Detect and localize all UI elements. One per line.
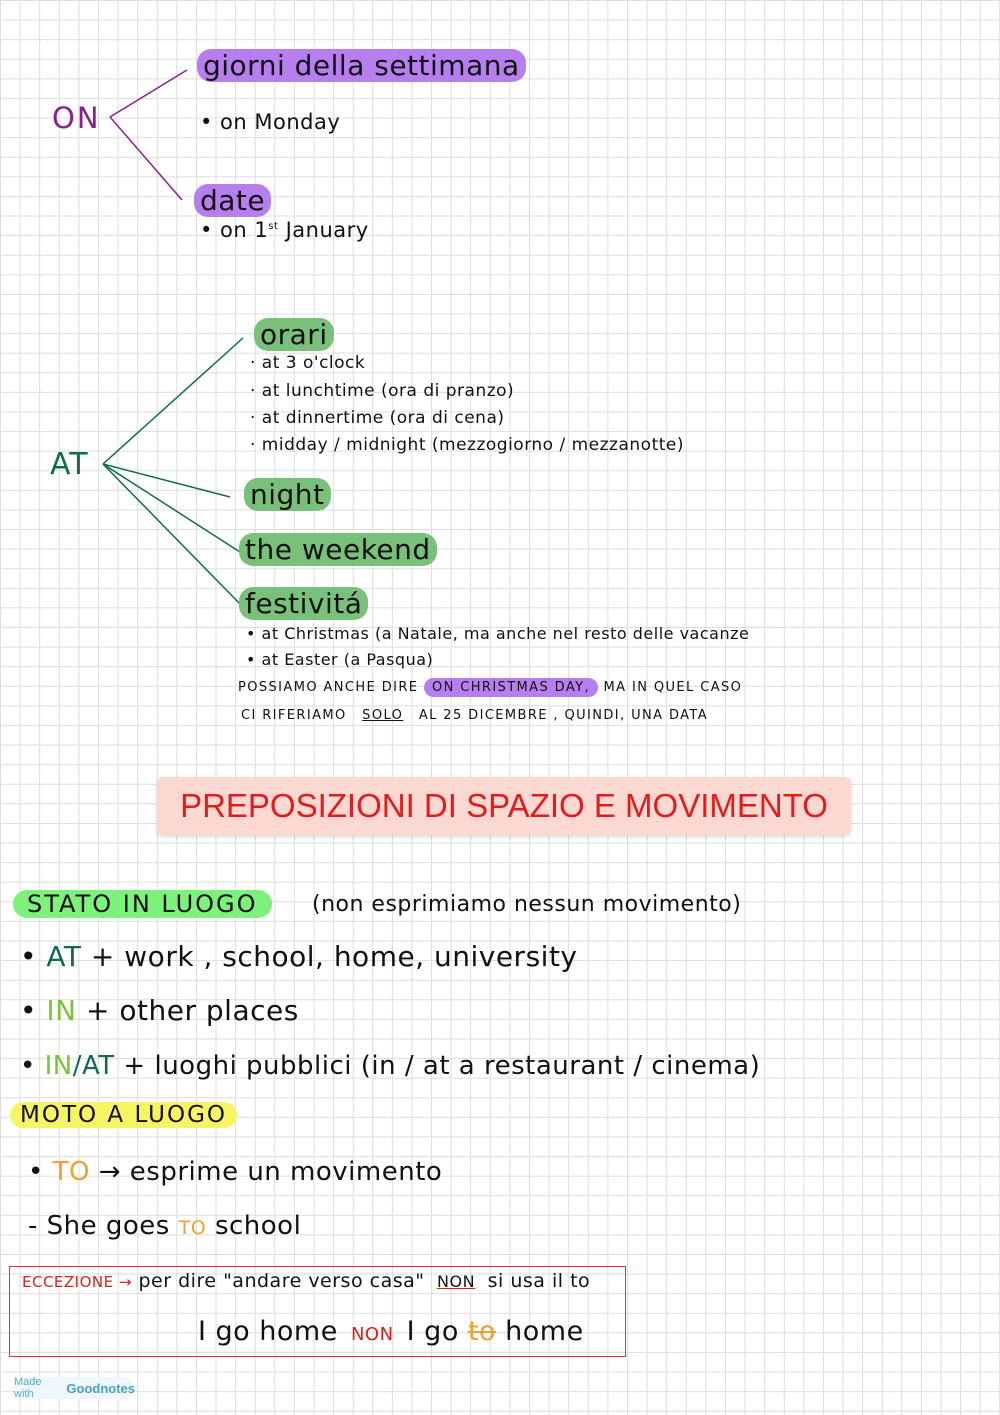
note-text: CI RIFERIAMO <box>241 708 347 723</box>
stato-item-text: + work , school, home, university <box>90 940 578 973</box>
exception-line1 <box>22 1270 590 1292</box>
exception-text: per dire "andare verso casa" <box>138 1270 425 1292</box>
on-monday-example: • on Monday <box>200 110 341 134</box>
example-non: NON <box>350 1324 394 1345</box>
prep-to: TO <box>52 1157 90 1187</box>
festivita-item: • at Christmas (a Natale, ma anche nel resto delle vacanze <box>246 624 750 643</box>
christmas-note-line2 <box>241 708 708 723</box>
prep-in: IN <box>46 994 77 1027</box>
section-title-box <box>157 777 851 835</box>
exception-text: si usa il to <box>487 1270 591 1292</box>
bullet: • <box>20 1051 45 1081</box>
prep-in: IN <box>44 1051 73 1081</box>
example-wrong: I go <box>406 1316 459 1347</box>
example-correct: I go home <box>198 1316 338 1347</box>
at-label: AT <box>50 447 89 482</box>
moto-example <box>28 1211 301 1241</box>
stato-note: (non esprimiamo nessun movimento) <box>312 892 742 917</box>
on-christmas-day-highlight: ON CHRISTMAS DAY, <box>424 678 598 697</box>
note-text: POSSIAMO ANCHE DIRE <box>238 680 419 695</box>
example-to: TO <box>178 1217 207 1239</box>
giorni-heading: giorni della settimana <box>197 49 526 82</box>
stato-item-text: + luoghi pubblici (in / at a restaurant / cinema) <box>123 1051 761 1081</box>
prep-at: AT <box>82 1051 115 1081</box>
example-pre: - She goes <box>28 1211 170 1241</box>
on-connectors <box>110 70 187 200</box>
night-heading: night <box>244 478 331 511</box>
bullet: • <box>28 1157 53 1187</box>
exception-non: NON <box>437 1272 476 1291</box>
exception-label: ECCEZIONE → <box>22 1273 132 1291</box>
stato-item-text: + other places <box>86 994 299 1027</box>
date-heading: date <box>194 184 271 217</box>
bullet: • <box>20 940 47 973</box>
moto-heading: MOTO A LUOGO <box>10 1102 237 1128</box>
orari-heading: orari <box>254 318 334 351</box>
example-post: school <box>214 1211 302 1241</box>
festivita-heading: festivitá <box>239 587 368 620</box>
section-title: PREPOSIZIONI DI SPAZIO E MOVIMENTO <box>180 787 828 824</box>
example-home: home <box>505 1316 584 1347</box>
stato-item-in-at <box>20 1051 760 1081</box>
note-text: AL 25 DICEMBRE , QUINDI, UNA DATA <box>418 708 709 723</box>
orari-item: · at 3 o'clock <box>250 353 366 373</box>
on-date-pre: • on 1 <box>200 218 269 242</box>
crossed-to: to <box>467 1316 497 1347</box>
on-date-post: January <box>278 218 369 242</box>
bullet: • <box>20 994 47 1027</box>
badge-brand: Goodnotes <box>66 1380 135 1396</box>
badge-prefix: Made with <box>14 1376 42 1400</box>
made-with-goodnotes-badge[interactable] <box>14 1377 135 1399</box>
on-january-example <box>200 218 369 242</box>
ordinal-suffix: st <box>268 221 279 232</box>
at-connectors <box>103 338 243 606</box>
stato-heading: STATO IN LUOGO <box>13 890 272 918</box>
weekend-heading: the weekend <box>239 533 437 566</box>
orari-item: · at lunchtime (ora di pranzo) <box>250 381 515 401</box>
exception-example <box>198 1316 584 1347</box>
on-label: ON <box>52 101 101 135</box>
moto-item-text: → esprime un movimento <box>98 1157 443 1187</box>
slash: / <box>72 1051 82 1081</box>
christmas-note-line1 <box>238 680 742 695</box>
stato-item-at <box>20 940 578 973</box>
solo-underlined: SOLO <box>362 708 404 723</box>
prep-at: AT <box>46 940 82 973</box>
stato-item-in <box>20 994 299 1027</box>
moto-item <box>28 1157 442 1187</box>
festivita-item: • at Easter (a Pasqua) <box>246 650 434 669</box>
note-text: MA IN QUEL CASO <box>603 680 743 695</box>
orari-item: · at dinnertime (ora di cena) <box>250 408 505 428</box>
orari-item: · midday / midnight (mezzogiorno / mezzanotte) <box>250 435 684 455</box>
